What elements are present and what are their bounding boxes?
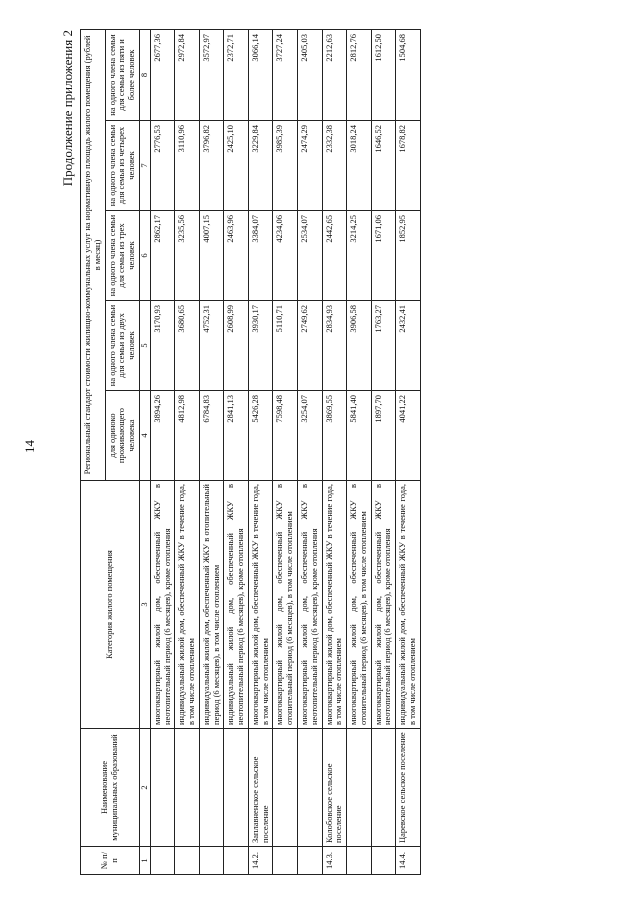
header-sub: на одного члена семьи для семьи из трех человек (105, 211, 139, 301)
row-value: 2834,93 (322, 301, 347, 391)
table-row (199, 29, 224, 874)
index-row (139, 29, 150, 874)
row-value: 3894,26 (150, 391, 175, 481)
row-value: 1646,52 (371, 121, 396, 211)
index-cell: 4 (139, 391, 150, 481)
row-value: 3229,84 (248, 121, 273, 211)
row-value: 2776,53 (150, 121, 175, 211)
row-value: 3018,24 (347, 121, 372, 211)
row-category: многоквартирный жилой дом, обеспеченный ЖКУ в течение года, в том числе отоплением (322, 481, 347, 729)
row-value: 1671,06 (371, 211, 396, 301)
header-num: № п/п (81, 847, 140, 875)
header-municipality: Наименование муниципальных образований (81, 729, 140, 847)
row-value: 5110,71 (273, 301, 298, 391)
row-value: 3930,17 (248, 301, 273, 391)
row-category: многоквартирный жилой дом, обеспеченный ЖКУ в отопительный период (6 месяцев), в том числе отоплением (347, 481, 372, 729)
row-category: индивидуальный жилой дом, обеспеченный ЖКУ в течение года, в том числе отоплением (396, 481, 421, 729)
header-standard-group: Региональный стандарт стоимости жилищно-коммунальных услуг на нормативную площадь жилого помещения (рублей в месяц) (81, 29, 106, 480)
row-value: 2972,84 (175, 29, 200, 120)
row-value: 3254,07 (298, 391, 323, 481)
row-number (150, 847, 175, 875)
index-cell: 6 (139, 211, 150, 301)
table-row (175, 29, 200, 874)
row-value: 2534,07 (298, 211, 323, 301)
row-value: 1897,70 (371, 391, 396, 481)
row-category: многоквартирный жилой дом, обеспеченный ЖКУ в неотопительный период (6 месяцев), кроме отопления (371, 481, 396, 729)
row-value: 4234,06 (273, 211, 298, 301)
row-number (199, 847, 224, 875)
row-number (175, 847, 200, 875)
row-value: 2749,62 (298, 301, 323, 391)
row-number: 14.2. (248, 847, 273, 875)
row-category: индивидуальный жилой дом, обеспеченный ЖКУ в неотопительный период (6 месяцев), кроме отопления (224, 481, 249, 729)
row-value: 3572,97 (199, 29, 224, 120)
index-cell: 3 (139, 481, 150, 729)
table-row (347, 29, 372, 874)
row-municipality (298, 729, 323, 847)
table-row (273, 29, 298, 874)
table-row (322, 29, 347, 874)
row-value: 2474,29 (298, 121, 323, 211)
header-sub: на одного члена семьи для семьи из двух человек (105, 301, 139, 391)
row-value: 1763,27 (371, 301, 396, 391)
row-value: 3170,93 (150, 301, 175, 391)
row-value: 3235,56 (175, 211, 200, 301)
row-category: индивидуальный жилой дом, обеспеченный ЖКУ в течение года, в том числе отоплением (175, 481, 200, 729)
row-municipality: Колобовское сельское поселение (322, 729, 347, 847)
row-number (224, 847, 249, 875)
row-value: 1504,68 (396, 29, 421, 120)
row-number (371, 847, 396, 875)
row-value: 2812,76 (347, 29, 372, 120)
row-municipality (347, 729, 372, 847)
row-value: 1852,95 (396, 211, 421, 301)
row-value: 6784,83 (199, 391, 224, 481)
row-number (347, 847, 372, 875)
row-value: 4007,15 (199, 211, 224, 301)
index-cell: 7 (139, 121, 150, 211)
row-value: 2442,65 (322, 211, 347, 301)
row-value: 2463,96 (224, 211, 249, 301)
row-municipality (273, 729, 298, 847)
row-value: 2432,41 (396, 301, 421, 391)
header-sub: на одного члена семьи для семья из четырех человек (105, 121, 139, 211)
row-value: 3110,96 (175, 121, 200, 211)
index-cell: 1 (139, 847, 150, 875)
table-body (150, 29, 420, 874)
header-category: Категория жилого помещения (81, 481, 140, 729)
row-municipality: Царевское сельское поселение (396, 729, 421, 847)
row-value: 2841,13 (224, 391, 249, 481)
table-row (371, 29, 396, 874)
page-number: 14 (22, 440, 37, 453)
header-sub: на одного члена семьи для семьи из пяти и более человек (105, 29, 139, 120)
row-value: 2862,17 (150, 211, 175, 301)
row-number: 14.4. (396, 847, 421, 875)
row-category: многоквартирный жилой дом, обеспеченный ЖКУ в неотопительный период (6 месяцев), кроме отопления (298, 481, 323, 729)
row-municipality: Заплавненское сельское поселение (248, 729, 273, 847)
header-sub: для одиноко проживающего человека (105, 391, 139, 481)
table-row (396, 29, 421, 874)
table-row (248, 29, 273, 874)
row-municipality (199, 729, 224, 847)
rotated-page (60, 30, 620, 875)
row-value: 5841,40 (347, 391, 372, 481)
row-municipality (371, 729, 396, 847)
table-row (298, 29, 323, 874)
row-category: индивидуальный жилой дом, обеспеченный ЖКУ в отопительный период (6 месяцев), в том числе отоплением (199, 481, 224, 729)
row-value: 3796,82 (199, 121, 224, 211)
row-value: 2425,10 (224, 121, 249, 211)
row-value: 2677,36 (150, 29, 175, 120)
row-municipality (150, 729, 175, 847)
row-value: 5426,28 (248, 391, 273, 481)
row-value: 3384,07 (248, 211, 273, 301)
index-cell: 8 (139, 29, 150, 120)
row-category: многоквартирный жилой дом, обеспеченный ЖКУ в неотопительный период (6 месяцев), кроме отопления (150, 481, 175, 729)
row-value: 4041,22 (396, 391, 421, 481)
table-header (81, 29, 151, 874)
row-value: 2212,63 (322, 29, 347, 120)
index-cell: 2 (139, 729, 150, 847)
row-value: 3680,65 (175, 301, 200, 391)
row-value: 4752,31 (199, 301, 224, 391)
row-value: 1612,50 (371, 29, 396, 120)
row-number: 14.3. (322, 847, 347, 875)
index-cell: 5 (139, 301, 150, 391)
row-value: 1678,82 (396, 121, 421, 211)
row-value: 3906,58 (347, 301, 372, 391)
row-value: 3727,24 (273, 29, 298, 120)
row-municipality (175, 729, 200, 847)
row-category: многоквартирный жилой дом, обеспеченный ЖКУ в течение года, в том числе отоплением (248, 481, 273, 729)
table-row (150, 29, 175, 874)
row-value: 4812,98 (175, 391, 200, 481)
row-value: 2372,71 (224, 29, 249, 120)
row-value: 2332,38 (322, 121, 347, 211)
row-number (298, 847, 323, 875)
row-value: 3985,39 (273, 121, 298, 211)
appendix-title: Продолжение приложения 2 (60, 30, 75, 187)
row-value: 2608,99 (224, 301, 249, 391)
row-number (273, 847, 298, 875)
row-value: 7598,48 (273, 391, 298, 481)
row-value: 3214,25 (347, 211, 372, 301)
table-row (224, 29, 249, 874)
standard-table (80, 29, 421, 875)
row-category: многоквартирный жилой дом, обеспеченный ЖКУ в отопительный период (6 месяцев), в том числе отоплением (273, 481, 298, 729)
row-municipality (224, 729, 249, 847)
row-value: 2405,03 (298, 29, 323, 120)
row-value: 3869,55 (322, 391, 347, 481)
row-value: 3066,14 (248, 29, 273, 120)
